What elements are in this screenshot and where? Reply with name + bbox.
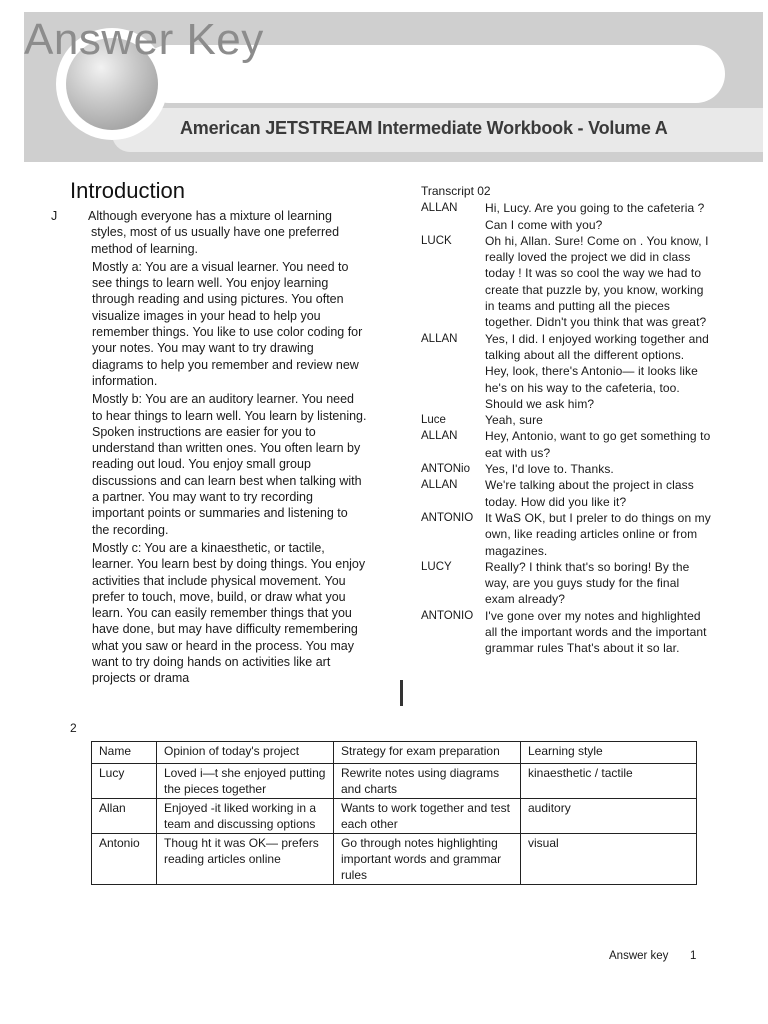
table-header-row	[92, 742, 697, 764]
transcript-line	[421, 331, 711, 412]
cell-learning-style: visual	[521, 834, 697, 885]
speaker-label: ALLAN	[421, 202, 458, 215]
dialogue-text: Hi, Lucy. Are you going to the cafeteria ? Can I come with you?	[485, 201, 705, 232]
cell-strategy: Wants to work together and test each other	[334, 799, 521, 834]
intro-paragraph	[51, 208, 367, 257]
auditory-learner-paragraph: Mostly b: You are an auditory learner. You need to hear things to learn well. You learn by listening. Spoken instructions are easier for you to understand than written ones. You often learn by reading out loud. You enjoy small group discussions and can learn best when talking with a partner. You may want to try recording important points or summaries and listening to the recording.	[92, 392, 367, 537]
cell-opinion: Loved i—t she enjoyed putting the pieces together	[157, 764, 334, 799]
speaker-label: ALLAN	[421, 479, 458, 492]
transcript-line	[421, 608, 711, 657]
dialogue-text: I've gone over my notes and highlighted all the important words and the important grammar rules That's about it so lar.	[485, 608, 707, 656]
transcript	[421, 183, 711, 657]
transcript-line	[421, 510, 711, 559]
cell-name: Allan	[92, 799, 157, 834]
speaker-label: LUCK	[421, 234, 452, 247]
transcript-line	[421, 412, 711, 428]
cell-strategy: Go through notes highlighting important words and grammar rules	[334, 834, 521, 885]
dialogue-text: Yes, I did. I enjoyed working together and talking about all the different options. Hey, look, there's Antonio— it looks like he's on his way to the cafeteria, too. Should we ask him?	[485, 331, 709, 411]
intro-text: Although everyone has a mixture ol learning styles, most of us usually have one preferred method of learning.	[88, 209, 340, 256]
cell-learning-style: auditory	[521, 799, 697, 834]
intro-marker: J	[51, 209, 58, 223]
section-number: 2	[70, 721, 77, 735]
dialogue-text: Yeah, sure	[485, 413, 543, 428]
transcript-line	[421, 477, 711, 510]
speaker-label: ALLAN	[421, 332, 458, 345]
table-row	[92, 834, 697, 885]
dialogue-text: Really? I think that's so boring! By the way, are you guys study for the final exam already?	[485, 559, 690, 607]
header-strategy: Strategy for exam preparation	[334, 742, 521, 764]
book-title: American JETSTREAM Intermediate Workbook - Volume A	[180, 118, 668, 138]
table-row	[92, 764, 697, 799]
speaker-label: ANTONio	[421, 463, 470, 476]
answer-key-title: Answer Key	[24, 15, 264, 64]
header-name: Name	[92, 742, 157, 764]
visual-learner-paragraph: Mostly a: You are a visual learner. You need to see things to learn well. You enjoy learning through reading and using pictures. You often visualize images in your head to help you remember things. You like to use color coding for your notes. You may want to try drawing diagrams to help you remember and review new information.	[92, 259, 363, 388]
transcript-line	[421, 428, 711, 461]
kinaesthetic-learner-paragraph: Mostly c: You are a kinaesthetic, or tactile, learner. You learn best by doing things. You enjoy activities that include physical movement. You prefer to touch, move, build, or draw what you learn. You can easily remember things that you have done, but may have difficulty remembering what you saw or heard in the process. You may want to try doing hands on activities like art projects or drama	[92, 540, 366, 686]
table-row	[92, 799, 697, 834]
transcript-line	[421, 233, 711, 331]
speaker-label: ANTONIO	[421, 511, 474, 524]
intro-body	[51, 208, 367, 689]
cell-opinion: Thoug ht it was OK— prefers reading articles online	[157, 834, 334, 885]
speaker-label: Luce	[421, 414, 446, 427]
vertical-bar	[400, 680, 403, 706]
transcript-line	[421, 559, 711, 608]
speaker-label: ANTONIO	[421, 609, 474, 622]
transcript-heading: Transcript 02	[421, 184, 491, 198]
transcript-line	[421, 200, 711, 233]
header-opinion: Opinion of today's project	[157, 742, 334, 764]
header-learning-style: Learning style	[521, 742, 697, 764]
dialogue-text: Hey, Antonio, want to go get something to eat with us?	[485, 429, 711, 460]
transcript-line	[421, 461, 711, 477]
speaker-label: ALLAN	[421, 430, 458, 443]
cell-name: Lucy	[92, 764, 157, 799]
cell-opinion: Enjoyed -it liked working in a team and discussing options	[157, 799, 334, 834]
cell-strategy: Rewrite notes using diagrams and charts	[334, 764, 521, 799]
transcript-lines	[421, 200, 711, 656]
footer-label: Answer key	[609, 950, 669, 962]
dialogue-text: It WaS OK, but I preler to do things on my own, like reading articles online or from magazines.	[485, 510, 711, 558]
dialogue-text: We're talking about the project in class today. How did you like it?	[485, 478, 694, 509]
cell-learning-style: kinaesthetic / tactile	[521, 764, 697, 799]
speaker-label: LUCY	[421, 560, 452, 573]
cell-name: Antonio	[92, 834, 157, 885]
summary-table	[91, 741, 697, 885]
page-number: 1	[690, 950, 697, 962]
dialogue-text: Oh hi, Allan. Sure! Come on . You know, I really loved the project we did in class today ! It was so cool the way we had to create that puzzle by, you know, working in teams and putting all the pieces together. Didn't you think that was great?	[485, 233, 709, 330]
intro-heading: Introduction	[70, 178, 185, 203]
dialogue-text: Yes, I'd love to. Thanks.	[485, 462, 614, 477]
